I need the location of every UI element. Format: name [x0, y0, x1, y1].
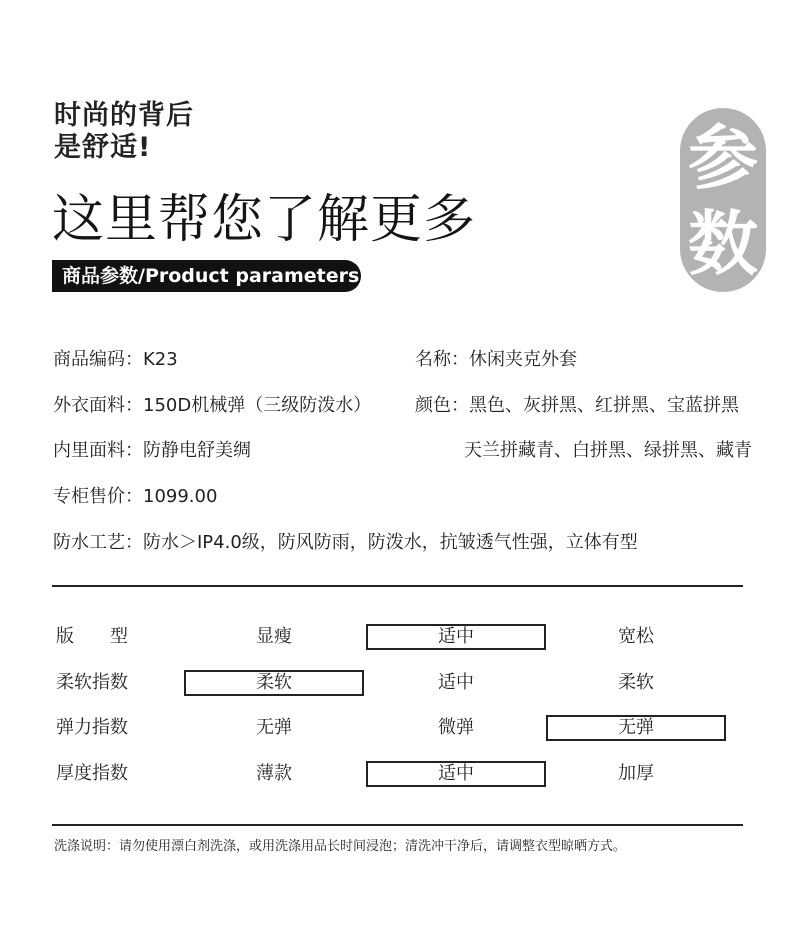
attribute-label: 版 型 — [56, 626, 128, 647]
spec-price: 专柜售价：1099.00 — [53, 486, 218, 507]
tagline-line-2: 是舒适! — [54, 132, 152, 163]
divider-bottom — [52, 824, 743, 826]
attribute-option: 宽松 — [618, 626, 654, 647]
badge-char-2: 数 — [688, 203, 758, 285]
attribute-option: 加厚 — [618, 763, 654, 784]
attribute-label: 弹力指数 — [56, 717, 128, 738]
attribute-option: 柔软 — [618, 672, 654, 693]
attribute-option: 微弹 — [438, 717, 474, 738]
care-instructions: 洗涤说明：请勿使用漂白剂洗涤，或用洗涤用品长时间浸泡；清洗冲干净后，请调整衣型晾晒方式。 — [54, 839, 627, 854]
page-headline: 这里帮您了解更多 — [52, 190, 477, 250]
attribute-option: 薄款 — [256, 763, 292, 784]
attribute-option: 适中 — [438, 672, 474, 693]
spec-code: 商品编码：K23 — [53, 349, 178, 370]
tagline-line-1: 时尚的背后 — [54, 100, 194, 131]
params-badge — [680, 108, 766, 292]
spec-outer-fabric: 外衣面料：150D机械弹（三级防泼水） — [53, 395, 372, 416]
attribute-option: 显瘦 — [256, 626, 292, 647]
attribute-label: 厚度指数 — [56, 763, 128, 784]
attribute-option-selected: 适中 — [366, 624, 546, 650]
divider-top — [52, 585, 743, 587]
section-tag: 商品参数/Product parameters — [52, 260, 361, 292]
attribute-option: 无弹 — [256, 717, 292, 738]
spec-colors-line-2: 天兰拼藏青、白拼黑、绿拼黑、藏青 — [464, 440, 752, 461]
spec-waterproof: 防水工艺：防水＞IP4.0级，防风防雨，防泼水，抗皱透气性强，立体有型 — [53, 532, 638, 553]
tagline — [54, 100, 194, 164]
spec-name: 名称：休闲夹克外套 — [415, 349, 577, 370]
attribute-option-selected: 无弹 — [546, 715, 726, 741]
spec-colors-line-1: 颜色：黑色、灰拼黑、红拼黑、宝蓝拼黑 — [415, 395, 739, 416]
attribute-option-selected: 适中 — [366, 761, 546, 787]
attribute-label: 柔软指数 — [56, 672, 128, 693]
attribute-option-selected: 柔软 — [184, 670, 364, 696]
spec-inner-fabric: 内里面料：防静电舒美绸 — [53, 440, 251, 461]
badge-char-1: 参 — [688, 117, 758, 199]
